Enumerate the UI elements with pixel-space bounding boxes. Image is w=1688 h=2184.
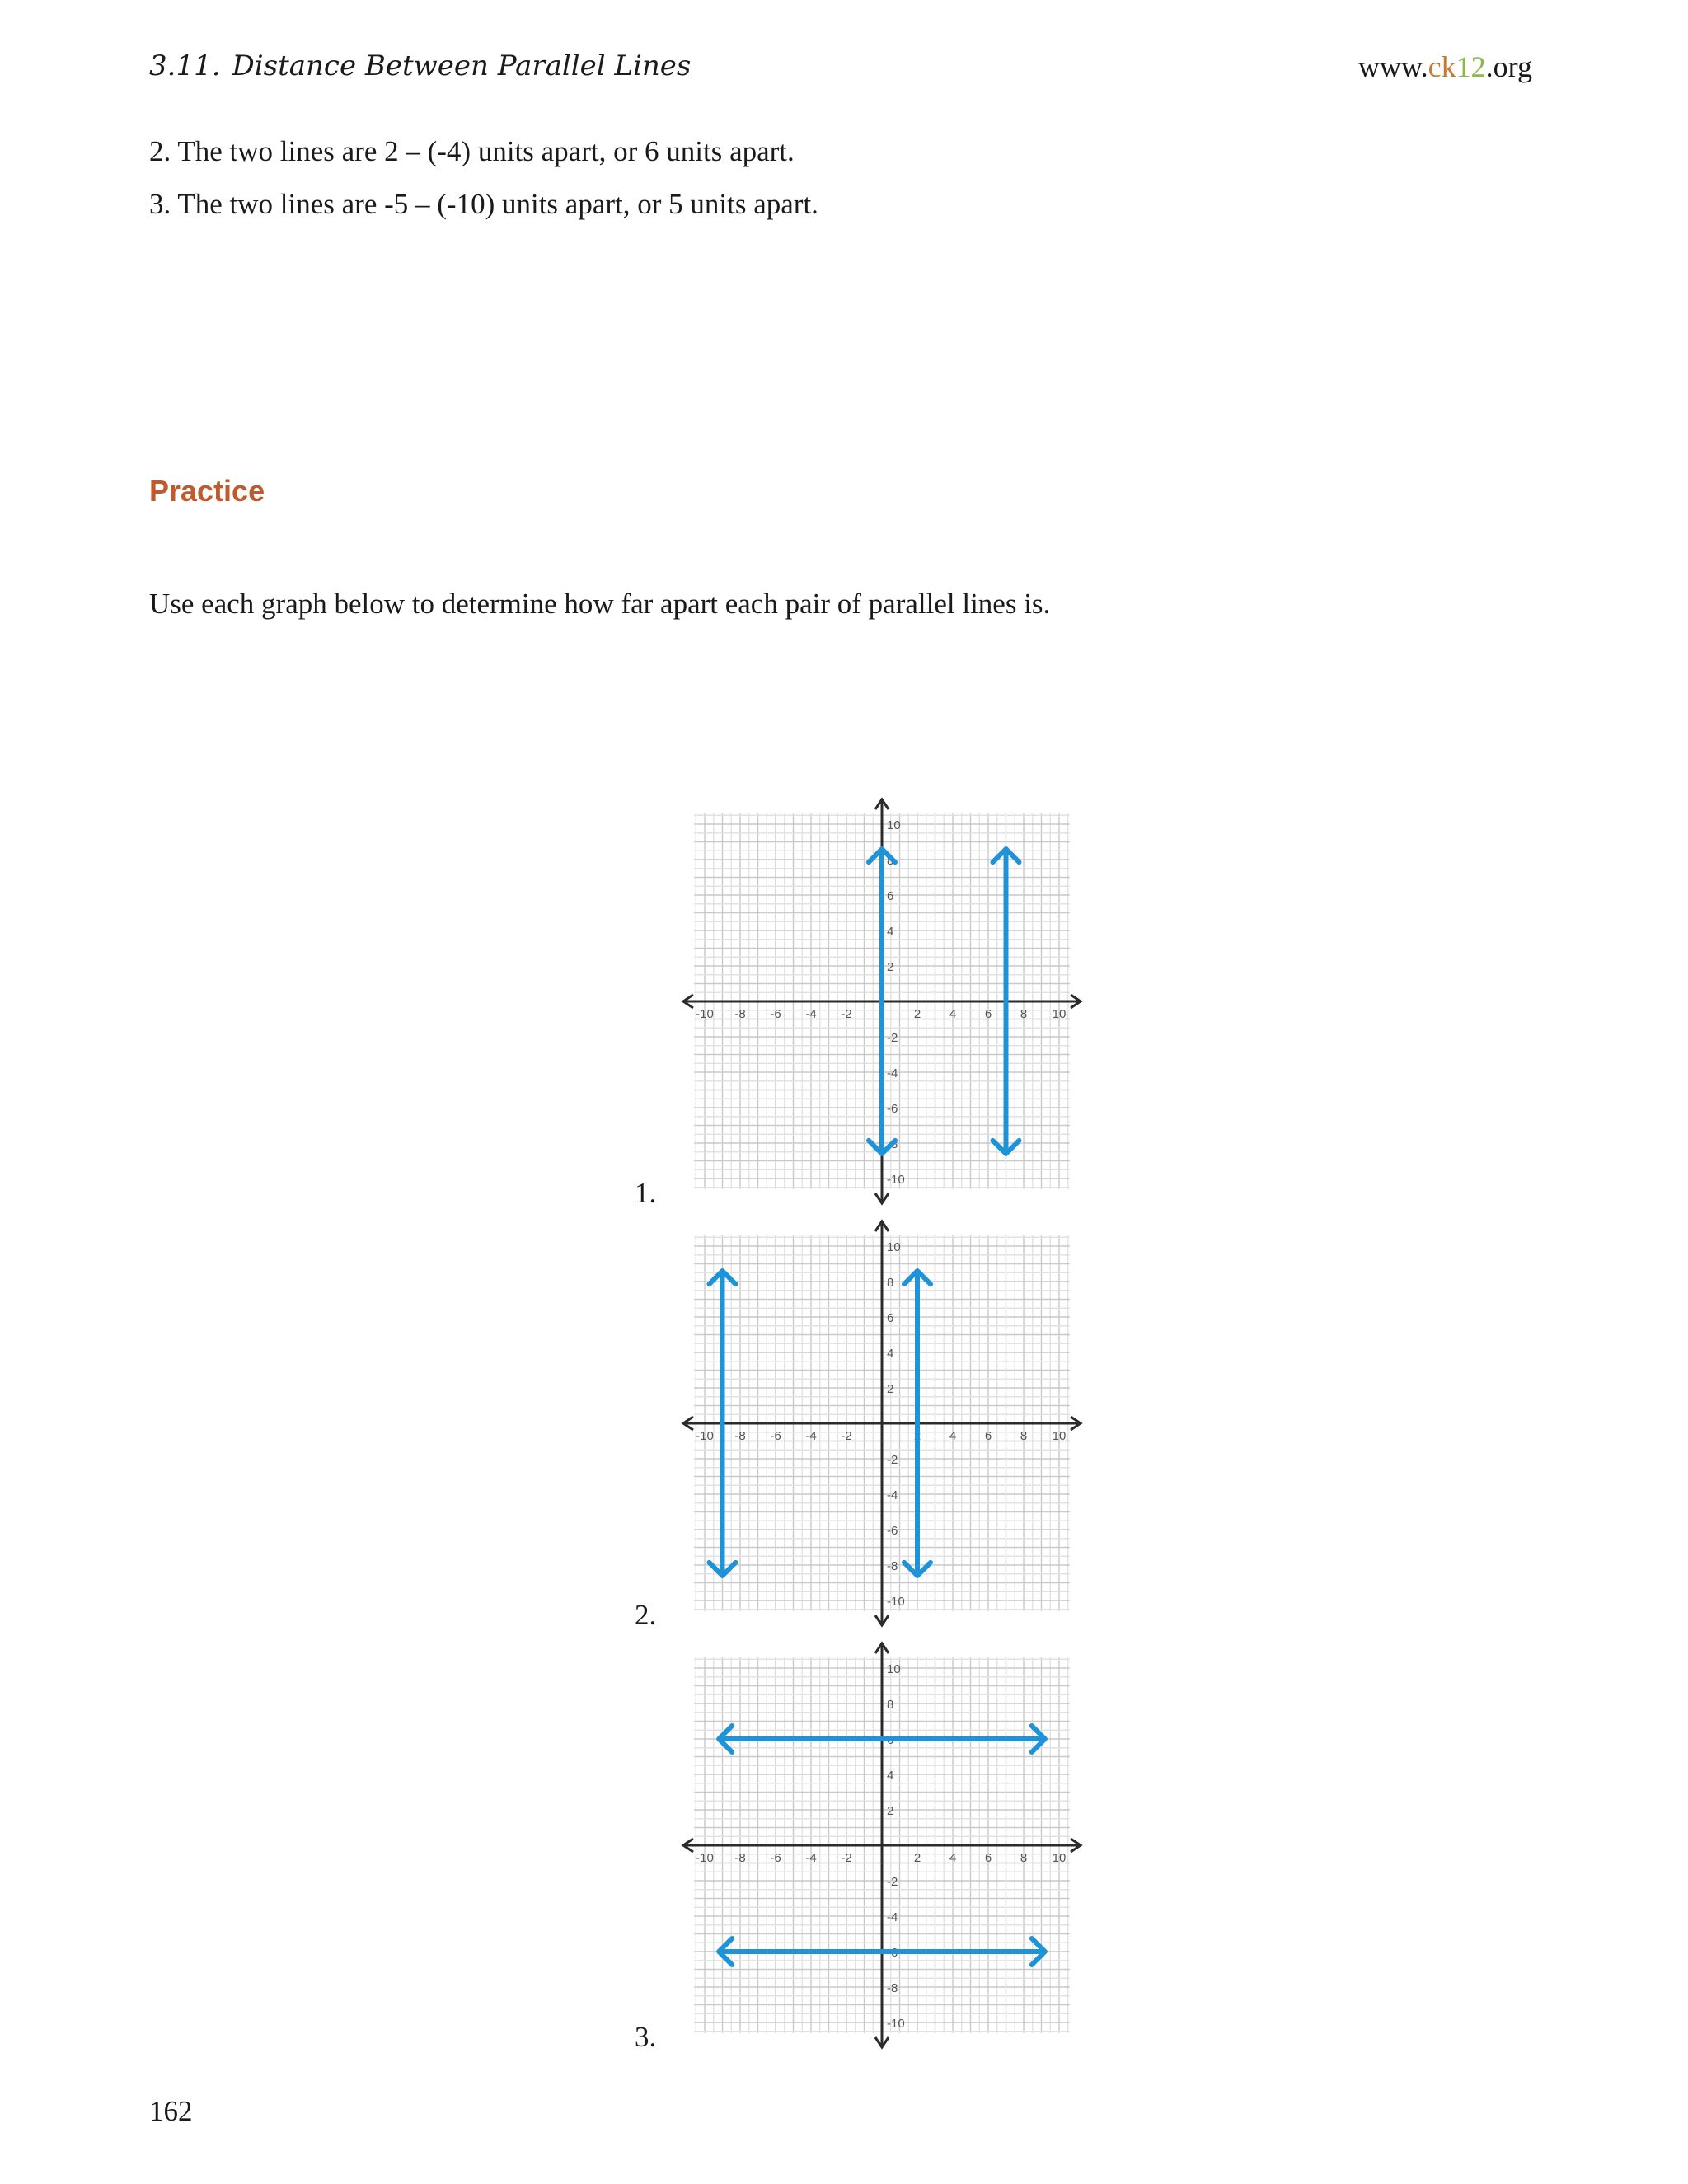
x-tick-label: 10 xyxy=(1052,1007,1067,1021)
graph-2-number: 2. xyxy=(635,1599,657,1631)
y-tick-label: -8 xyxy=(887,1981,898,1995)
x-tick-label: 8 xyxy=(1020,1851,1028,1865)
page-number: 162 xyxy=(149,2095,193,2127)
x-tick-label: -10 xyxy=(696,1851,714,1865)
y-tick-label: -6 xyxy=(887,1524,898,1538)
y-tick-label: 2 xyxy=(887,1804,894,1818)
y-tick-label: 4 xyxy=(887,1769,894,1783)
practice-heading: Practice xyxy=(149,474,265,508)
x-tick-label: 2 xyxy=(913,1007,921,1021)
x-tick-label: 2 xyxy=(913,1851,921,1865)
x-tick-label: -6 xyxy=(770,1429,781,1443)
x-tick-label: -4 xyxy=(805,1851,817,1865)
y-tick-label: 8 xyxy=(887,854,894,868)
y-tick-label: -2 xyxy=(887,1875,898,1889)
y-tick-label: -4 xyxy=(887,1910,898,1924)
x-tick-label: 8 xyxy=(1020,1007,1028,1021)
section-title: Distance Between Parallel Lines xyxy=(232,49,692,82)
answer-line-2: 2. The two lines are 2 – (-4) units apart, or 6 units apart. xyxy=(149,135,795,167)
site-prefix: www. xyxy=(1358,50,1428,83)
x-tick-label: -6 xyxy=(770,1007,781,1021)
x-tick-label: 8 xyxy=(1020,1429,1028,1443)
x-tick-label: 10 xyxy=(1052,1429,1067,1443)
site-ck: ck xyxy=(1428,50,1456,83)
y-tick-label: -10 xyxy=(887,2017,905,2031)
x-tick-label: 4 xyxy=(949,1429,957,1443)
y-tick-label: 6 xyxy=(887,1311,894,1325)
y-tick-label: -6 xyxy=(887,1102,898,1116)
y-tick-label: 2 xyxy=(887,960,894,974)
x-tick-label: -10 xyxy=(696,1007,714,1021)
y-tick-label: 2 xyxy=(887,1382,894,1396)
graph-3-number: 3. xyxy=(635,2021,657,2053)
x-tick-label: -10 xyxy=(696,1429,714,1443)
x-tick-label: 6 xyxy=(984,1851,992,1865)
site-suffix: .org xyxy=(1485,50,1532,83)
x-tick-label: 6 xyxy=(984,1007,992,1021)
x-tick-label: -4 xyxy=(805,1007,817,1021)
y-tick-label: -2 xyxy=(887,1031,898,1045)
y-tick-label: -2 xyxy=(887,1453,898,1467)
x-tick-label: 4 xyxy=(949,1007,957,1021)
y-tick-label: -4 xyxy=(887,1066,898,1080)
y-tick-label: -8 xyxy=(887,1559,898,1573)
graph-1 xyxy=(668,779,1096,1224)
practice-instruction: Use each graph below to determine how far apart each pair of parallel lines is. xyxy=(149,588,1051,620)
x-tick-label: -2 xyxy=(841,1851,852,1865)
x-tick-label: -2 xyxy=(841,1007,852,1021)
x-tick-label: -2 xyxy=(841,1429,852,1443)
x-tick-label: -4 xyxy=(805,1429,817,1443)
y-tick-label: -10 xyxy=(887,1173,905,1187)
x-tick-label: -8 xyxy=(734,1429,746,1443)
running-header-title xyxy=(149,49,691,82)
site-url[interactable] xyxy=(1358,49,1532,84)
y-tick-label: 6 xyxy=(887,1733,894,1747)
x-tick-label: 4 xyxy=(949,1851,957,1865)
site-12: 12 xyxy=(1456,50,1486,83)
graph-3 xyxy=(668,1623,1096,2068)
y-tick-label: 4 xyxy=(887,925,894,939)
y-tick-label: -8 xyxy=(887,1137,898,1151)
y-tick-label: 10 xyxy=(887,818,901,832)
y-tick-label: 4 xyxy=(887,1347,894,1361)
y-tick-label: -4 xyxy=(887,1488,898,1502)
graph-1-number: 1. xyxy=(635,1177,657,1209)
graph-2 xyxy=(668,1201,1096,1646)
y-tick-label: 10 xyxy=(887,1662,901,1676)
x-tick-label: -8 xyxy=(734,1851,746,1865)
y-tick-label: 8 xyxy=(887,1276,894,1290)
x-tick-label: 2 xyxy=(913,1429,921,1443)
x-tick-label: 10 xyxy=(1052,1851,1067,1865)
y-tick-label: -6 xyxy=(887,1946,898,1960)
y-tick-label: 8 xyxy=(887,1698,894,1712)
y-tick-label: -10 xyxy=(887,1595,905,1609)
x-tick-label: 6 xyxy=(984,1429,992,1443)
answer-line-3: 3. The two lines are -5 – (-10) units apart, or 5 units apart. xyxy=(149,188,818,220)
y-tick-label: 10 xyxy=(887,1240,901,1254)
section-number: 3.11. xyxy=(149,49,221,82)
x-tick-label: -8 xyxy=(734,1007,746,1021)
y-tick-label: 6 xyxy=(887,889,894,903)
x-tick-label: -6 xyxy=(770,1851,781,1865)
